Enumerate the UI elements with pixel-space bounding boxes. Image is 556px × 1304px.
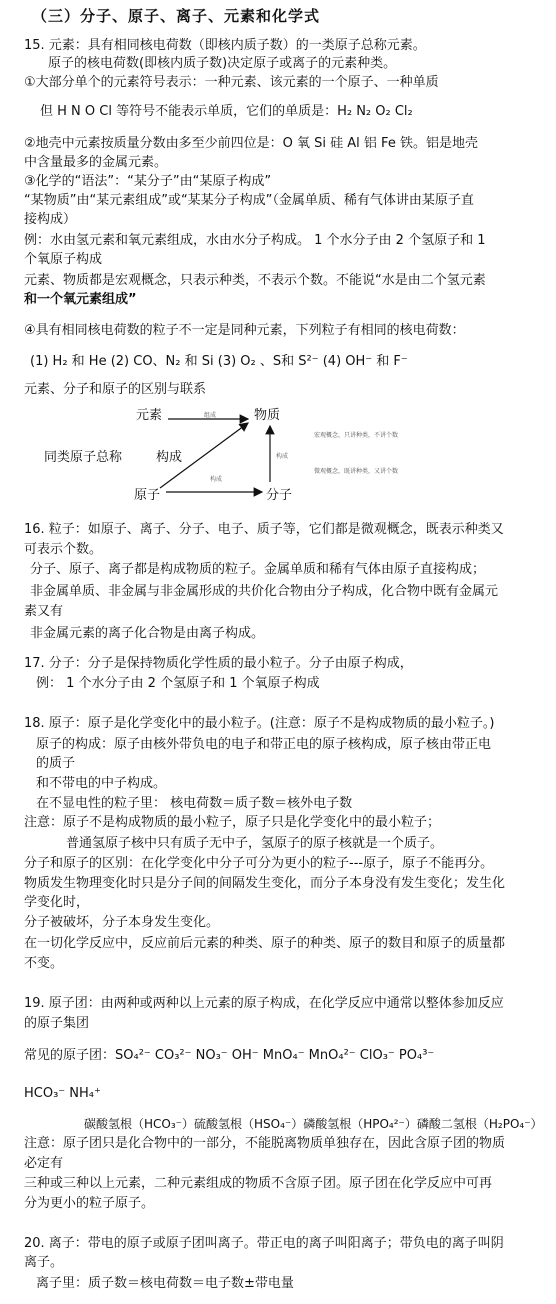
text-line: (1) H₂ 和 He (2) CO、N₂ 和 Si (3) O₂ 、S和 S²⁻ (4) OH⁻ 和 F⁻ — [30, 354, 408, 369]
text-line: HCO₃⁻ NH₄⁺ — [24, 1086, 101, 1101]
text-line: 19. 原子团：由两种或两种以上元素的原子构成，在化学反应中通常以整体参加反应 — [24, 996, 504, 1011]
label-molecule: 分子 — [266, 488, 293, 503]
text-line: （三）分子、原子、离子、元素和化学式 — [32, 7, 321, 25]
text-line: 离子。 — [24, 1255, 64, 1270]
text-line: 元素、物质都是宏观概念，只表示种类，不表示个数。不能说“水是由二个氢元素 — [24, 273, 486, 288]
text-line: 元素、分子和原子的区别与联系 — [24, 382, 207, 397]
label-substance: 物质 — [254, 408, 281, 423]
text-line: 接构成） — [24, 212, 77, 227]
text-line: 素又有 — [24, 604, 64, 619]
text-line: 三种或三种以上元素，二种元素组成的物质不含原子团。原子团在化学反应中可再 — [24, 1176, 493, 1191]
text-line: 例：水由氢元素和氧元素组成，水由水分子构成。 1 个水分子由 2 个氢原子和 1 — [24, 233, 486, 248]
text-line: ④具有相同核电荷数的粒子不一定是同种元素，下列粒子有相同的核电荷数： — [24, 323, 465, 338]
text-line: 分为更小的粒子原子。 — [24, 1196, 155, 1211]
text-line: 学变化时， — [24, 895, 90, 910]
text-line: 可表示个数。 — [24, 542, 103, 557]
text-line: 原子的核电荷数(即核内质子数)决定原子或离子的元素种类。 — [48, 56, 397, 71]
text-line: 注意：原子不是构成物质的最小粒子，原子只是化学变化中的最小粒子； — [24, 815, 441, 830]
label-element: 元素 — [136, 408, 163, 423]
text-line: 个氧原子构成 — [24, 252, 103, 267]
text-line: 18. 原子：原子是化学变化中的最小粒子。(注意：原子不是构成物质的最小粒子。) — [24, 716, 495, 731]
concept-diagram — [0, 396, 556, 506]
text-line: 15. 元素：具有相同核电荷数（即核内质子数）的一类原子总称元素。 — [24, 38, 426, 53]
text-line: 16. 粒子：如原子、离子、分子、电子、质子等，它们都是微观概念，既表示种类又 — [24, 522, 504, 537]
text-line: 20. 离子：带电的原子或原子团叫离子。带正电的离子叫阳离子；带负电的离子叫阴 — [24, 1236, 504, 1251]
text-line: “某物质”由“某元素组成”或“某某分子构成”（金属单质、稀有气体讲由某原子直 — [24, 193, 474, 208]
text-line: 和不带电的中子构成。 — [36, 776, 167, 791]
edge-label-top: 组成 — [204, 412, 217, 419]
text-line: 普通氢原子核中只有质子无中子，氢原子的原子核就是一个质子。 — [66, 836, 444, 851]
label-same-type-atoms: 同类原子总称 — [44, 450, 123, 465]
edge-label-bottom: 构成 — [210, 476, 223, 483]
text-line: 17. 分子：分子是保持物质化学性质的最小粒子。分子由原子构成， — [24, 656, 413, 671]
edge-label-right: 构成 — [276, 453, 289, 460]
text-line: 注意：原子团只是化合物中的一部分，不能脱离物质单独存在，因此含原子团的物质 — [24, 1136, 506, 1151]
text-line: 非金属元素的离子化合物是由离子构成。 — [30, 626, 265, 641]
label-atom: 原子 — [134, 488, 161, 503]
text-line: 分子被破坏，分子本身发生变化。 — [24, 915, 220, 930]
note-micro: 微观概念，既讲种类，又讲个数 — [314, 468, 399, 475]
text-line: 的质子 — [36, 756, 76, 771]
label-composed-of: 构成 — [156, 450, 183, 465]
text-line: 碳酸氢根（HCO₃⁻）硫酸氢根（HSO₄⁻）磷酸氢根（HPO₄²⁻）磷酸二氢根（H₂PO₄⁻） — [84, 1117, 543, 1131]
text-line: 离子里：质子数＝核电荷数＝电子数±带电量 — [36, 1276, 294, 1291]
text-line: ①大部分单个的元素符号表示：一种元素、该元素的一个原子、一种单质 — [24, 75, 439, 90]
text-line: 但 H N O Cl 等符号不能表示单质，它们的单质是：H₂ N₂ O₂ Cl₂ — [40, 104, 413, 119]
text-line: 的原子集团 — [24, 1016, 90, 1031]
text-line: 不变。 — [24, 956, 64, 971]
text-line: ③化学的“语法”：“某分子”由“某原子构成” — [24, 174, 272, 189]
text-line: 分子和原子的区别：在化学变化中分子可分为更小的粒子---原子，原子不能再分。 — [24, 856, 494, 871]
text-line: 在一切化学反应中，反应前后元素的种类、原子的种类、原子的数目和原子的质量都 — [24, 936, 506, 951]
text-line: 分子、原子、离子都是构成物质的粒子。金属单质和稀有气体由原子直接构成； — [30, 562, 486, 577]
text-line: 和一个氧元素组成” — [24, 292, 137, 307]
note-macro: 宏观概念，只讲种类，不讲个数 — [314, 432, 399, 439]
text-line: 例： 1 个水分子由 2 个氢原子和 1 个氧原子构成 — [36, 676, 320, 691]
text-line: 在不显电性的粒子里： 核电荷数＝质子数＝核外电子数 — [36, 796, 353, 811]
text-line: 常见的原子团：SO₄²⁻ CO₃²⁻ NO₃⁻ OH⁻ MnO₄⁻ MnO₄²⁻ ClO₃⁻ PO₄³⁻ — [24, 1048, 435, 1063]
text-line: 中含量最多的金属元素。 — [24, 155, 168, 170]
text-line: ②地壳中元素按质量分数由多至少前四位是：O 氧 Si 硅 Al 铝 Fe 铁。铝是地壳 — [24, 136, 478, 151]
text-line: 物质发生物理变化时只是分子间的间隔发生变化，而分子本身没有发生变化；发生化 — [24, 876, 506, 891]
text-line: 原子的构成：原子由核外带负电的电子和带正电的原子核构成，原子核由带正电 — [36, 737, 492, 752]
text-line: 必定有 — [24, 1156, 64, 1171]
text-line: 非金属单质、非金属与非金属形成的共价化合物由分子构成，化合物中既有金属元 — [30, 584, 499, 599]
